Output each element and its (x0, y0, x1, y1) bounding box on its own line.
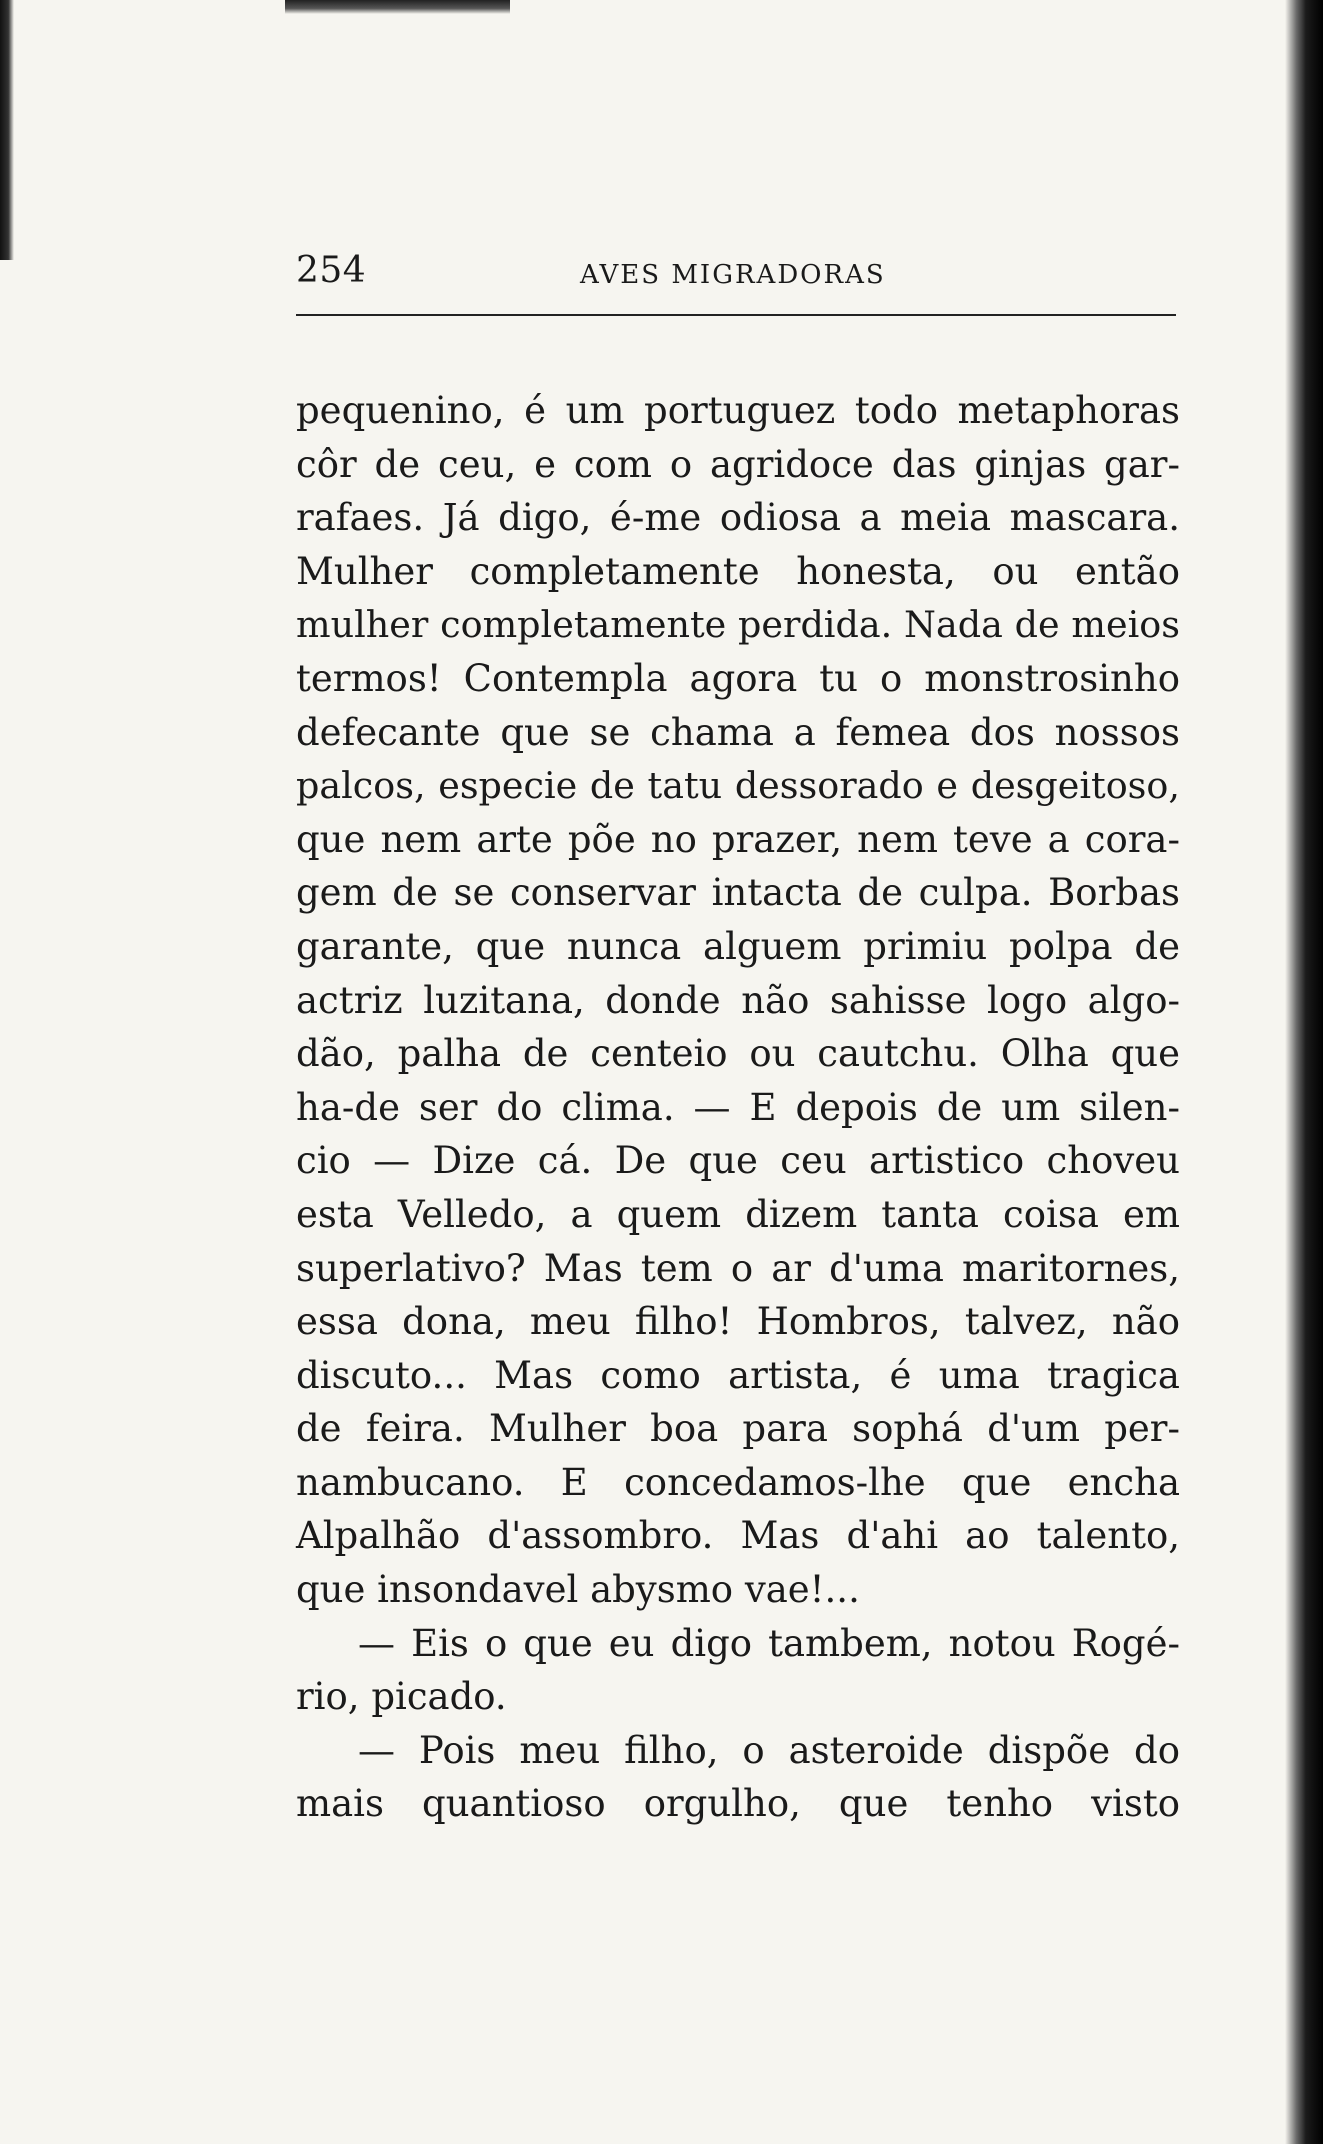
text-line: Mulher completamente honesta, ou então (296, 549, 1180, 593)
scan-edge-top (285, 0, 510, 14)
text-line: mais quantioso orgulho, que tenho visto (296, 1782, 1180, 1826)
text-line: nambucano. E concedamos-lhe que encha (296, 1460, 1180, 1504)
page-header (296, 250, 1186, 310)
text-line: esta Velledo, a quem dizem tanta coisa em (296, 1192, 1180, 1236)
text-line: — Eis o que eu digo tambem, notou Rogé- (358, 1621, 1180, 1665)
text-line: rio, picado. (296, 1675, 507, 1719)
text-line: gem de se conservar intacta de culpa. Borbas (296, 871, 1180, 915)
text-line: actriz luzitana, donde não sahisse logo algo- (296, 978, 1180, 1022)
text-line: rafaes. Já digo, é-me odiosa a meia mascara. (296, 496, 1180, 540)
text-line: — Pois meu filho, o asteroide dispõe do (358, 1728, 1180, 1772)
scan-binding-edge-left (0, 0, 14, 260)
text-line: mulher completamente perdida. Nada de meios (296, 603, 1180, 647)
text-line: essa dona, meu filho! Hombros, talvez, não (296, 1300, 1180, 1344)
text-line: pequenino, é um portuguez todo metaphoras (296, 389, 1180, 432)
text-line: côr de ceu, e com o agridoce das ginjas gar- (296, 442, 1180, 486)
text-line: de feira. Mulher boa para sophá d'um per- (296, 1407, 1180, 1451)
text-line: garante, que nunca alguem primiu polpa de (296, 924, 1180, 968)
text-line: termos! Contempla agora tu o monstrosinho (296, 656, 1180, 700)
text-line: cio — Dize cá. De que ceu artistico choveu (296, 1139, 1180, 1183)
text-line: que nem arte põe no prazer, nem teve a cora- (296, 817, 1180, 861)
text-line: que insondavel abysmo vae!... (296, 1568, 860, 1612)
header-rule (296, 314, 1176, 316)
text-line: superlativo? Mas tem o ar d'uma maritornes, (296, 1246, 1180, 1290)
text-line: dão, palha de centeio ou cautchu. Olha que (296, 1032, 1180, 1076)
text-line: Alpalhão d'assombro. Mas d'ahi ao talento, (296, 1514, 1180, 1558)
text-line: ha-de ser do clima. — E depois de um silen- (296, 1085, 1180, 1129)
body-text (296, 384, 1180, 1831)
text-line: discuto... Mas como artista, é uma tragica (296, 1353, 1180, 1397)
text-line: palcos, especie de tatu dessorado e desgeitoso, (296, 764, 1180, 808)
running-title: AVES MIGRADORAS (580, 260, 886, 290)
text-line: defecante que se chama a femea dos nossos (296, 710, 1180, 754)
scan-binding-edge-right (1285, 0, 1323, 2144)
page-number: 254 (296, 250, 367, 291)
